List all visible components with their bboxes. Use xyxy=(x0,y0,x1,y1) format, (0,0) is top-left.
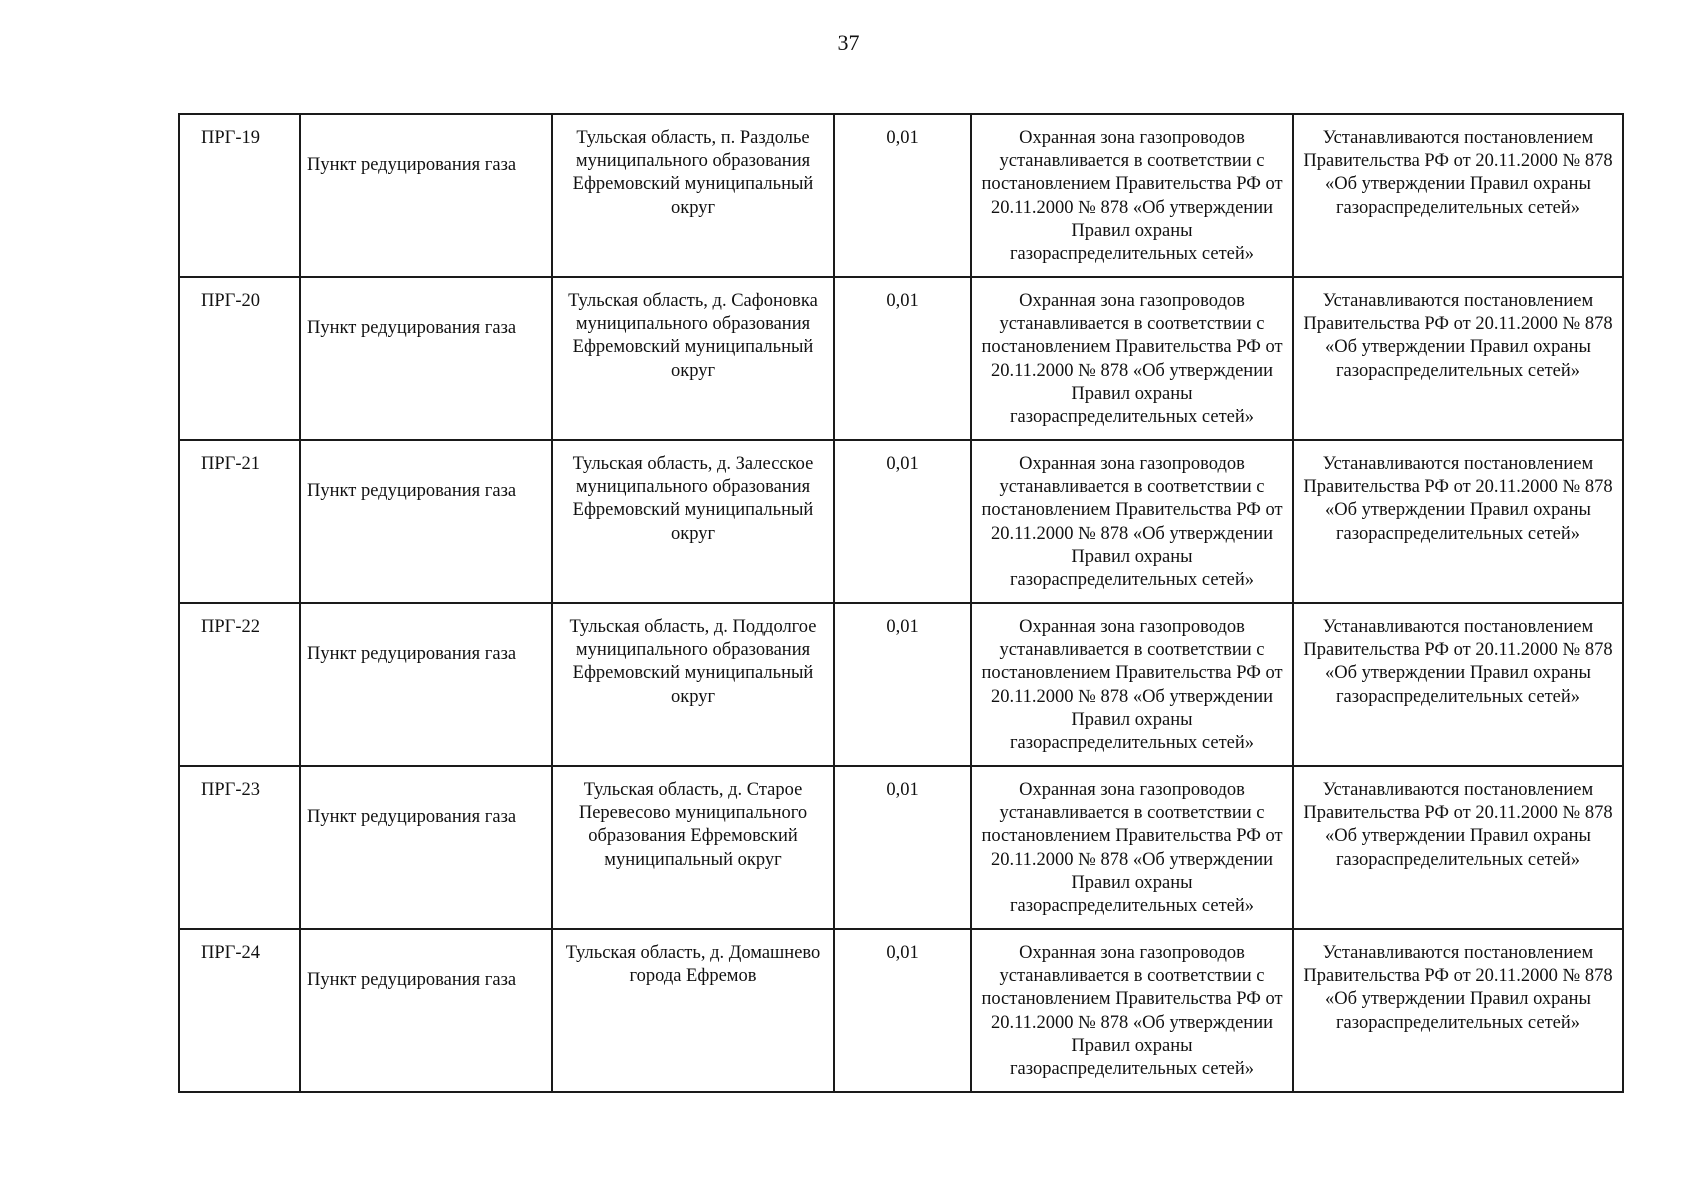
restrictions-cell xyxy=(1293,766,1623,929)
protection-zone-cell xyxy=(971,766,1293,929)
object-area-cell xyxy=(834,766,971,929)
object-name: Пункт редуцирования газа xyxy=(307,644,517,664)
protection-zone: Охранная зона газопроводов устанавливается в соответствии с постановлением Правительства РФ от 20.11.2000 № 878 «Об утверждении Правил охраны газораспределительных сетей» xyxy=(981,128,1283,265)
object-area-cell xyxy=(834,603,971,766)
restrictions-cell xyxy=(1293,114,1623,277)
object-area: 0,01 xyxy=(886,943,919,963)
object-address: Тульская область, д. Поддолгое муниципального образования Ефремовский муниципальный округ xyxy=(569,617,817,707)
table-row xyxy=(179,766,1623,929)
object-name: Пункт редуцирования газа xyxy=(307,807,517,827)
object-code: ПРГ-20 xyxy=(201,291,261,311)
table-row xyxy=(179,603,1623,766)
object-code: ПРГ-21 xyxy=(201,454,261,474)
object-area: 0,01 xyxy=(886,291,919,311)
object-address-cell xyxy=(552,277,834,440)
protection-zone: Охранная зона газопроводов устанавливается в соответствии с постановлением Правительства РФ от 20.11.2000 № 878 «Об утверждении Правил охраны газораспределительных сетей» xyxy=(981,617,1283,754)
object-area-cell xyxy=(834,929,971,1092)
object-name: Пункт редуцирования газа xyxy=(307,970,517,990)
table-row xyxy=(179,929,1623,1092)
object-address: Тульская область, д. Залесское муниципального образования Ефремовский муниципальный округ xyxy=(572,454,814,544)
object-area: 0,01 xyxy=(886,617,919,637)
protection-zone: Охранная зона газопроводов устанавливается в соответствии с постановлением Правительства РФ от 20.11.2000 № 878 «Об утверждении Правил охраны газораспределительных сетей» xyxy=(981,454,1283,591)
protection-zone: Охранная зона газопроводов устанавливается в соответствии с постановлением Правительства РФ от 20.11.2000 № 878 «Об утверждении Правил охраны газораспределительных сетей» xyxy=(981,780,1283,917)
object-area: 0,01 xyxy=(886,454,919,474)
object-area: 0,01 xyxy=(886,780,919,800)
object-code-cell xyxy=(179,114,300,277)
restrictions: Устанавливаются постановлением Правительства РФ от 20.11.2000 № 878 «Об утверждении Правил охраны газораспределительных сетей» xyxy=(1303,943,1613,1033)
objects-table xyxy=(178,113,1624,1093)
object-name-cell xyxy=(300,929,552,1092)
restrictions-cell xyxy=(1293,277,1623,440)
protection-zone: Охранная зона газопроводов устанавливается в соответствии с постановлением Правительства РФ от 20.11.2000 № 878 «Об утверждении Правил охраны газораспределительных сетей» xyxy=(981,943,1283,1080)
object-name: Пункт редуцирования газа xyxy=(307,318,517,338)
object-address: Тульская область, д. Старое Перевесово муниципального образования Ефремовский муниципальный округ xyxy=(578,780,808,870)
restrictions-cell xyxy=(1293,440,1623,603)
object-name-cell xyxy=(300,766,552,929)
table-row xyxy=(179,440,1623,603)
protection-zone: Охранная зона газопроводов устанавливается в соответствии с постановлением Правительства РФ от 20.11.2000 № 878 «Об утверждении Правил охраны газораспределительных сетей» xyxy=(981,291,1283,428)
object-code-cell xyxy=(179,277,300,440)
object-area-cell xyxy=(834,440,971,603)
page-number: 37 xyxy=(837,30,860,55)
protection-zone-cell xyxy=(971,603,1293,766)
protection-zone-cell xyxy=(971,114,1293,277)
object-address-cell xyxy=(552,114,834,277)
object-address-cell xyxy=(552,440,834,603)
restrictions: Устанавливаются постановлением Правительства РФ от 20.11.2000 № 878 «Об утверждении Правил охраны газораспределительных сетей» xyxy=(1303,291,1613,381)
restrictions: Устанавливаются постановлением Правительства РФ от 20.11.2000 № 878 «Об утверждении Правил охраны газораспределительных сетей» xyxy=(1303,617,1613,707)
object-area-cell xyxy=(834,114,971,277)
restrictions-cell xyxy=(1293,603,1623,766)
object-name: Пункт редуцирования газа xyxy=(307,481,517,501)
protection-zone-cell xyxy=(971,277,1293,440)
object-area-cell xyxy=(834,277,971,440)
object-code-cell xyxy=(179,929,300,1092)
protection-zone-cell xyxy=(971,440,1293,603)
table-row xyxy=(179,277,1623,440)
restrictions-cell xyxy=(1293,929,1623,1092)
object-code-cell xyxy=(179,766,300,929)
object-name: Пункт редуцирования газа xyxy=(307,155,517,175)
restrictions: Устанавливаются постановлением Правительства РФ от 20.11.2000 № 878 «Об утверждении Правил охраны газораспределительных сетей» xyxy=(1303,128,1613,218)
object-address: Тульская область, д. Сафоновка муниципального образования Ефремовский муниципальный округ xyxy=(568,291,818,381)
restrictions: Устанавливаются постановлением Правительства РФ от 20.11.2000 № 878 «Об утверждении Правил охраны газораспределительных сетей» xyxy=(1303,780,1613,870)
object-address-cell xyxy=(552,766,834,929)
object-address: Тульская область, п. Раздолье муниципального образования Ефремовский муниципальный округ xyxy=(572,128,814,218)
restrictions: Устанавливаются постановлением Правительства РФ от 20.11.2000 № 878 «Об утверждении Правил охраны газораспределительных сетей» xyxy=(1303,454,1613,544)
object-address-cell xyxy=(552,929,834,1092)
object-code-cell xyxy=(179,440,300,603)
object-area: 0,01 xyxy=(886,128,919,148)
object-code: ПРГ-24 xyxy=(201,943,261,963)
object-address: Тульская область, д. Домашнево города Ефремов xyxy=(565,943,821,987)
object-address-cell xyxy=(552,603,834,766)
object-code-cell xyxy=(179,603,300,766)
table-row xyxy=(179,114,1623,277)
object-name-cell xyxy=(300,603,552,766)
object-name-cell xyxy=(300,277,552,440)
object-code: ПРГ-23 xyxy=(201,780,261,800)
object-code: ПРГ-19 xyxy=(201,128,261,148)
object-name-cell xyxy=(300,440,552,603)
object-name-cell xyxy=(300,114,552,277)
protection-zone-cell xyxy=(971,929,1293,1092)
object-code: ПРГ-22 xyxy=(201,617,261,637)
